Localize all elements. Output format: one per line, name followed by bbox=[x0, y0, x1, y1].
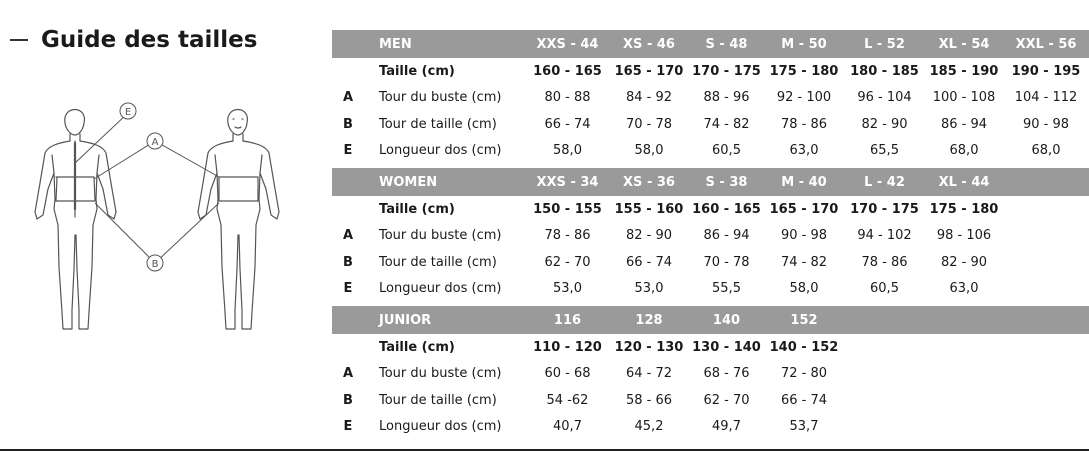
measurement-label: Tour du buste (cm) bbox=[379, 366, 502, 382]
section-header-row bbox=[332, 168, 1089, 196]
table-cell: 78 - 86 bbox=[780, 116, 828, 132]
table-cell bbox=[844, 414, 925, 441]
size-header-cell: XXS - 34 bbox=[526, 168, 609, 196]
table-cell: 58 - 66 bbox=[625, 392, 673, 408]
measurement-label: Taille (cm) bbox=[379, 201, 455, 217]
table-cell: 58,0 bbox=[553, 143, 582, 159]
measurement-letter bbox=[332, 58, 364, 85]
table-cell: 62 - 70 bbox=[703, 392, 750, 408]
table-cell: 66 - 74 bbox=[625, 254, 673, 270]
table-cell: 92 - 100 bbox=[776, 90, 832, 106]
size-header-cell: XS - 36 bbox=[609, 168, 689, 196]
measurement-label: Tour de taille (cm) bbox=[379, 116, 497, 132]
size-header-cell bbox=[1003, 168, 1089, 196]
size-header-cell bbox=[844, 306, 925, 334]
table-cell: 78 - 86 bbox=[544, 228, 591, 244]
table-row bbox=[332, 387, 1089, 414]
table-cell: 175 - 180 bbox=[929, 201, 999, 217]
table-cell: 72 - 80 bbox=[780, 366, 828, 382]
table-cell: 130 - 140 bbox=[692, 339, 761, 355]
table-cell: 185 - 190 bbox=[929, 63, 999, 79]
table-cell: 64 - 72 bbox=[625, 366, 673, 382]
measurement-label: Longueur dos (cm) bbox=[379, 281, 502, 297]
table-cell: 68,0 bbox=[1031, 143, 1061, 159]
table-cell: 60 - 68 bbox=[544, 366, 591, 382]
measurement-label: Tour du buste (cm) bbox=[379, 228, 502, 244]
table-row bbox=[332, 223, 1089, 250]
table-cell: 70 - 78 bbox=[625, 116, 673, 132]
measurement-letter: A bbox=[342, 90, 354, 106]
size-table-body bbox=[332, 30, 1089, 440]
table-cell bbox=[1003, 276, 1089, 305]
table-cell: 82 - 90 bbox=[861, 116, 908, 132]
table-cell: 62 - 70 bbox=[544, 254, 591, 270]
table-cell: 63,0 bbox=[789, 143, 819, 159]
table-cell: 90 - 98 bbox=[1022, 116, 1070, 132]
body-measurement-diagram bbox=[28, 97, 290, 347]
table-cell bbox=[844, 387, 925, 414]
size-header-cell: S - 38 bbox=[689, 168, 764, 196]
size-header-cell: XS - 46 bbox=[609, 30, 689, 58]
measurement-letter: A bbox=[342, 366, 354, 382]
table-cell: 74 - 82 bbox=[780, 254, 828, 270]
table-cell: 150 - 155 bbox=[533, 201, 602, 217]
table-cell: 86 - 94 bbox=[940, 116, 988, 132]
section-header-row bbox=[332, 306, 1089, 334]
table-cell: 80 - 88 bbox=[544, 90, 591, 106]
table-cell bbox=[1003, 223, 1089, 250]
table-cell: 86 - 94 bbox=[703, 228, 750, 244]
size-header-cell: L - 52 bbox=[844, 30, 925, 58]
measurement-label: Longueur dos (cm) bbox=[379, 143, 502, 159]
size-header-cell bbox=[925, 306, 1003, 334]
table-row bbox=[332, 111, 1089, 138]
table-cell: 53,7 bbox=[789, 419, 819, 435]
front-figure bbox=[198, 110, 279, 330]
table-cell: 68 - 76 bbox=[703, 366, 750, 382]
table-cell: 100 - 108 bbox=[932, 90, 996, 106]
table-row bbox=[332, 85, 1089, 112]
table-row bbox=[332, 276, 1089, 305]
measurement-letter bbox=[332, 196, 364, 223]
table-cell: 140 - 152 bbox=[769, 339, 839, 355]
table-cell: 190 - 195 bbox=[1011, 63, 1081, 79]
table-cell: 63,0 bbox=[949, 281, 979, 297]
marker-b bbox=[147, 255, 163, 271]
measurement-letter: A bbox=[342, 228, 354, 244]
measurement-label: Tour de taille (cm) bbox=[379, 254, 497, 270]
table-cell: 58,0 bbox=[789, 281, 819, 297]
size-table bbox=[332, 30, 1089, 440]
table-cell bbox=[844, 361, 925, 388]
table-cell: 175 - 180 bbox=[769, 63, 839, 79]
table-cell: 160 - 165 bbox=[533, 63, 602, 79]
table-cell bbox=[925, 387, 1003, 414]
table-cell: 155 - 160 bbox=[614, 201, 684, 217]
table-cell: 74 - 82 bbox=[703, 116, 750, 132]
table-cell: 65,5 bbox=[870, 143, 899, 159]
table-cell: 84 - 92 bbox=[625, 90, 673, 106]
table-cell: 78 - 86 bbox=[861, 254, 908, 270]
table-row bbox=[332, 361, 1089, 388]
table-row bbox=[332, 196, 1089, 223]
table-cell bbox=[925, 361, 1003, 388]
table-cell bbox=[1003, 334, 1089, 361]
section-header-row bbox=[332, 30, 1089, 58]
table-cell: 58,0 bbox=[634, 143, 664, 159]
svg-text:E: E bbox=[124, 107, 132, 118]
table-cell: 110 - 120 bbox=[533, 339, 602, 355]
header-spacer bbox=[332, 306, 364, 334]
table-cell bbox=[925, 334, 1003, 361]
table-cell: 160 - 165 bbox=[692, 201, 761, 217]
size-header-cell: 128 bbox=[609, 306, 689, 334]
measurement-label: Tour du buste (cm) bbox=[379, 90, 502, 106]
table-cell bbox=[1003, 414, 1089, 441]
svg-text:B: B bbox=[151, 259, 159, 270]
size-header-cell: XXL - 56 bbox=[1003, 30, 1089, 58]
measurement-letter: E bbox=[343, 281, 353, 297]
table-cell: 60,5 bbox=[870, 281, 899, 297]
table-cell: 98 - 106 bbox=[936, 228, 992, 244]
table-row bbox=[332, 334, 1089, 361]
size-header-cell bbox=[1003, 306, 1089, 334]
table-cell: 120 - 130 bbox=[614, 339, 684, 355]
header-spacer bbox=[332, 168, 364, 196]
table-cell: 66 - 74 bbox=[544, 116, 591, 132]
size-header-cell: 116 bbox=[526, 306, 609, 334]
size-header-cell: M - 50 bbox=[764, 30, 844, 58]
header-spacer bbox=[332, 30, 364, 58]
table-cell: 88 - 96 bbox=[703, 90, 750, 106]
back-figure bbox=[35, 110, 116, 330]
table-cell: 82 - 90 bbox=[625, 228, 673, 244]
measurement-label: Taille (cm) bbox=[379, 339, 455, 355]
table-cell: 53,0 bbox=[634, 281, 664, 297]
table-cell bbox=[844, 334, 925, 361]
table-row bbox=[332, 414, 1089, 441]
table-cell: 165 - 170 bbox=[614, 63, 684, 79]
page-title: Guide des tailles bbox=[41, 27, 258, 53]
table-row bbox=[332, 138, 1089, 167]
measurement-label: Longueur dos (cm) bbox=[379, 419, 502, 435]
marker-e bbox=[120, 103, 136, 119]
table-cell: 90 - 98 bbox=[780, 228, 828, 244]
measurement-letter: E bbox=[343, 419, 353, 435]
section-group-label: JUNIOR bbox=[364, 306, 526, 334]
size-header-cell: 140 bbox=[689, 306, 764, 334]
table-cell: 60,5 bbox=[712, 143, 741, 159]
heading-dash bbox=[10, 39, 28, 41]
page-heading bbox=[10, 27, 257, 53]
table-cell: 55,5 bbox=[712, 281, 741, 297]
table-cell: 66 - 74 bbox=[780, 392, 828, 408]
table-cell: 94 - 102 bbox=[857, 228, 912, 244]
size-header-cell: XXS - 44 bbox=[526, 30, 609, 58]
table-row bbox=[332, 58, 1089, 85]
section-group-label: WOMEN bbox=[364, 168, 526, 196]
measurement-letter bbox=[332, 334, 364, 361]
section-group-label: MEN bbox=[364, 30, 526, 58]
table-cell: 180 - 185 bbox=[850, 63, 919, 79]
table-cell: 45,2 bbox=[634, 419, 664, 435]
table-row bbox=[332, 249, 1089, 276]
table-cell bbox=[925, 414, 1003, 441]
marker-a bbox=[147, 133, 163, 149]
table-cell: 170 - 175 bbox=[692, 63, 761, 79]
table-cell bbox=[1003, 387, 1089, 414]
table-cell bbox=[1003, 249, 1089, 276]
size-header-cell: M - 40 bbox=[764, 168, 844, 196]
svg-text:A: A bbox=[151, 137, 159, 148]
table-cell bbox=[1003, 361, 1089, 388]
size-header-cell: S - 48 bbox=[689, 30, 764, 58]
table-cell: 53,0 bbox=[553, 281, 582, 297]
table-cell: 82 - 90 bbox=[940, 254, 988, 270]
measurement-letter: E bbox=[343, 143, 353, 159]
table-cell: 49,7 bbox=[712, 419, 741, 435]
table-cell: 70 - 78 bbox=[703, 254, 750, 270]
measurement-letter: B bbox=[343, 254, 353, 270]
size-header-cell: L - 42 bbox=[844, 168, 925, 196]
size-header-cell: 152 bbox=[764, 306, 844, 334]
measurement-letter: B bbox=[343, 392, 353, 408]
table-cell: 104 - 112 bbox=[1014, 90, 1078, 106]
measurement-letter: B bbox=[343, 116, 353, 132]
size-header-cell: XL - 44 bbox=[925, 168, 1003, 196]
measurement-label: Tour de taille (cm) bbox=[379, 392, 497, 408]
table-cell: 170 - 175 bbox=[850, 201, 919, 217]
table-cell: 68,0 bbox=[949, 143, 979, 159]
measurement-label: Taille (cm) bbox=[379, 63, 455, 79]
table-cell: 96 - 104 bbox=[857, 90, 912, 106]
table-cell bbox=[1003, 196, 1089, 223]
table-cell: 165 - 170 bbox=[769, 201, 839, 217]
size-header-cell: XL - 54 bbox=[925, 30, 1003, 58]
table-cell: 40,7 bbox=[553, 419, 582, 435]
table-cell: 54 -62 bbox=[546, 392, 589, 408]
